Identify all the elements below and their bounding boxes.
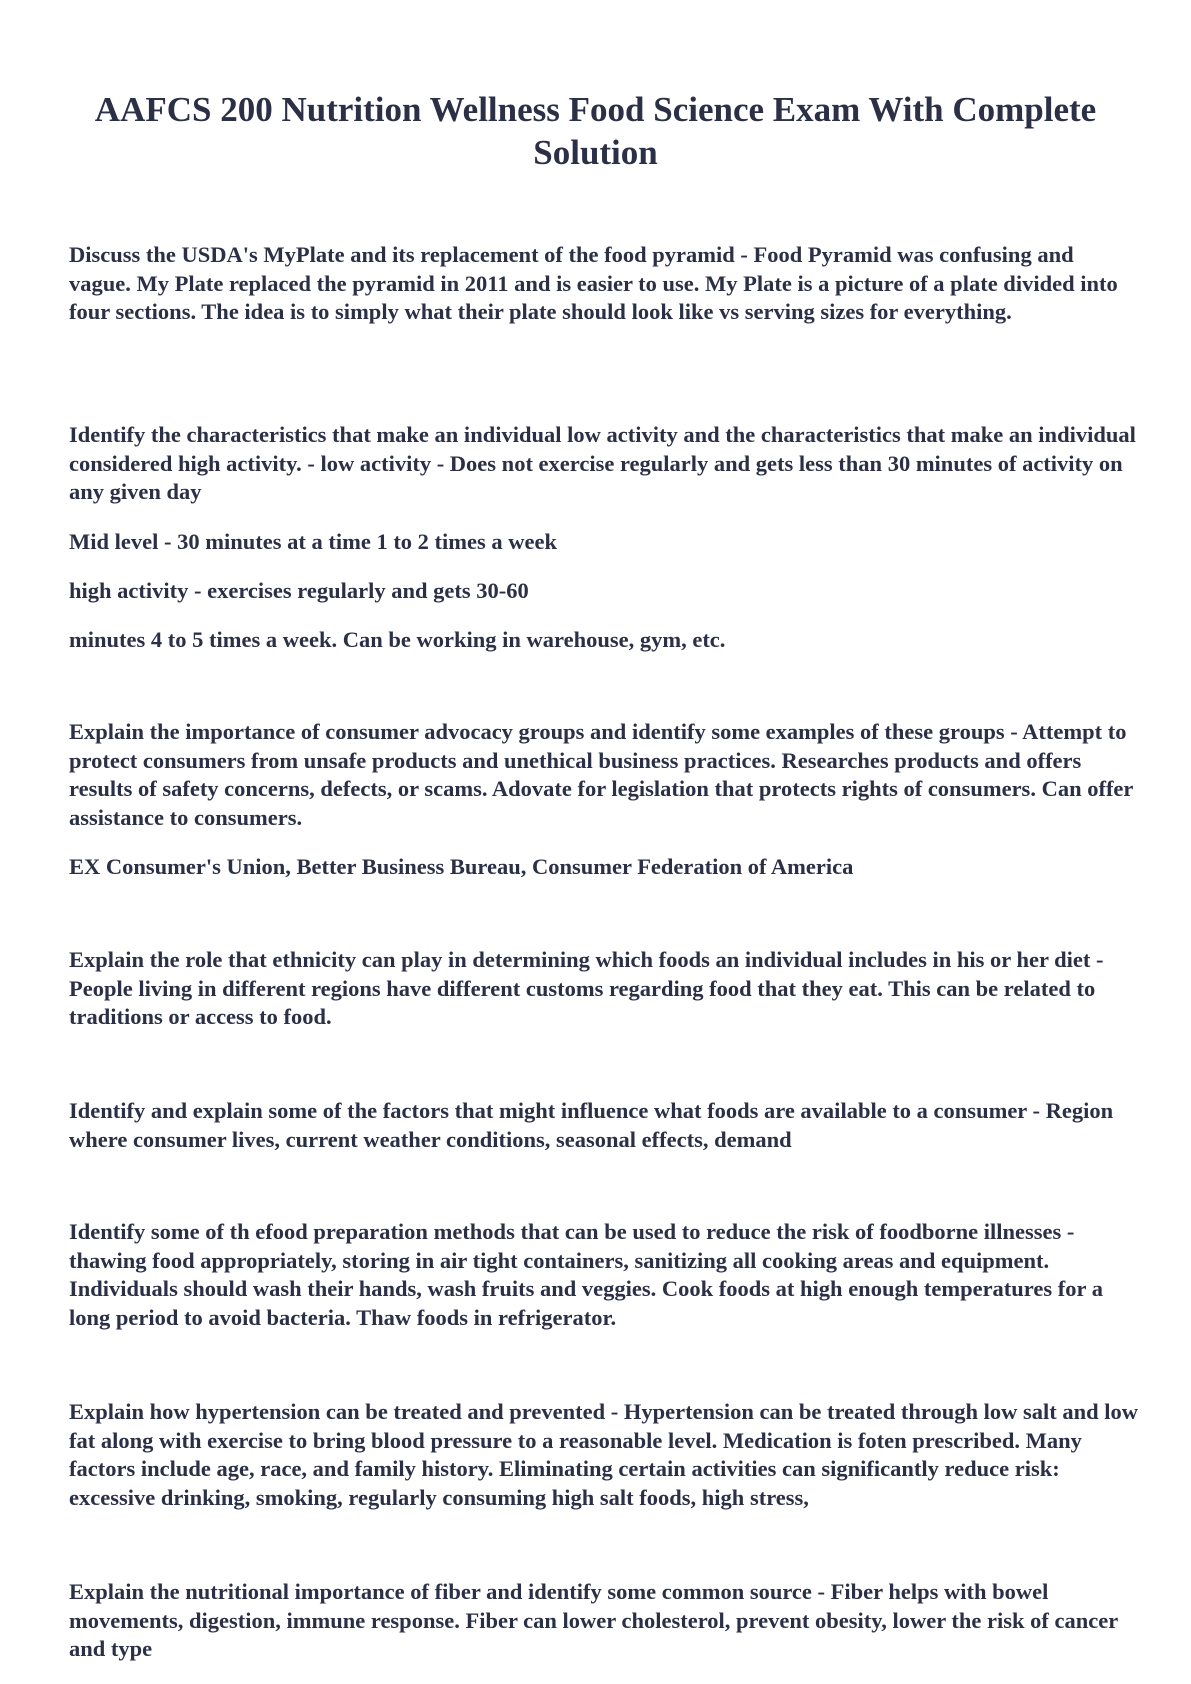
qa-hypertension: Explain how hypertension can be treated and prevented - Hypertension can be treated through low salt and low fat along with exercise to bring blood pressure to a reasonable level. Medication is foten prescribed. Many factors include age, race, and family history. Eliminating certain activities can significantly reduce risk: excessive drinking, smoking, regularly consuming high salt foods, high stress, (69, 1399, 1139, 1511)
qa-consumer-advocacy-examples: EX Consumer's Union, Better Business Bureau, Consumer Federation of America (69, 854, 854, 879)
qa-fiber: Explain the nutritional importance of fiber and identify some common source - Fiber helps with bowel movements, digestion, immune response. Fiber can lower cholesterol, prevent obesity, lower the risk of cancer and type (69, 1579, 1118, 1662)
qa-food-preparation: Identify some of th efood preparation methods that can be used to reduce the risk of foodborne illnesses - thawing food appropriately, storing in air tight containers, sanitizing all cooking areas and equipment. Individuals should wash their hands, wash fruits and veggies. Cook foods at high enough temperatures for a long period to avoid bacteria. Thaw foods in refrigerator. (69, 1219, 1103, 1331)
qa-activity-mid-level: Mid level - 30 minutes at a time 1 to 2 times a week (69, 529, 558, 554)
qa-activity-high: high activity - exercises regularly and gets 30-60 (69, 578, 529, 603)
document-title: AAFCS 200 Nutrition Wellness Food Science Exam With Complete Solution (94, 90, 1097, 172)
qa-consumer-advocacy: Explain the importance of consumer advocacy groups and identify some examples of these groups - Attempt to protect consumers from unsafe products and unethical business practices. Researches products and offers results of safety concerns, defects, or scams. Adovate for legislation that protects rights of consumers. Can offer assistance to consumers. (69, 719, 1134, 831)
qa-myplate: Discuss the USDA's MyPlate and its replacement of the food pyramid - Food Pyramid was confusing and vague. My Plate replaced the pyramid in 2011 and is easier to use. My Plate is a picture of a plate divided into four sections. The idea is to simply what their plate should look like vs serving sizes for everything. (69, 242, 1118, 325)
qa-food-availability: Identify and explain some of the factors that might influence what foods are available to a consumer - Region where consumer lives, current weather conditions, seasonal effects, demand (69, 1098, 1114, 1152)
qa-activity-high-cont: minutes 4 to 5 times a week. Can be working in warehouse, gym, etc. (69, 627, 726, 652)
qa-activity-levels: Identify the characteristics that make an individual low activity and the characteristics that make an individual considered high activity. - low activity - Does not exercise regularly and gets less than 30 minutes of activity on any given day (69, 422, 1136, 505)
qa-ethnicity: Explain the role that ethnicity can play in determining which foods an individual includes in his or her diet - People living in different regions have different customs regarding food that they eat. This can be related to traditions or access to food. (69, 947, 1104, 1030)
